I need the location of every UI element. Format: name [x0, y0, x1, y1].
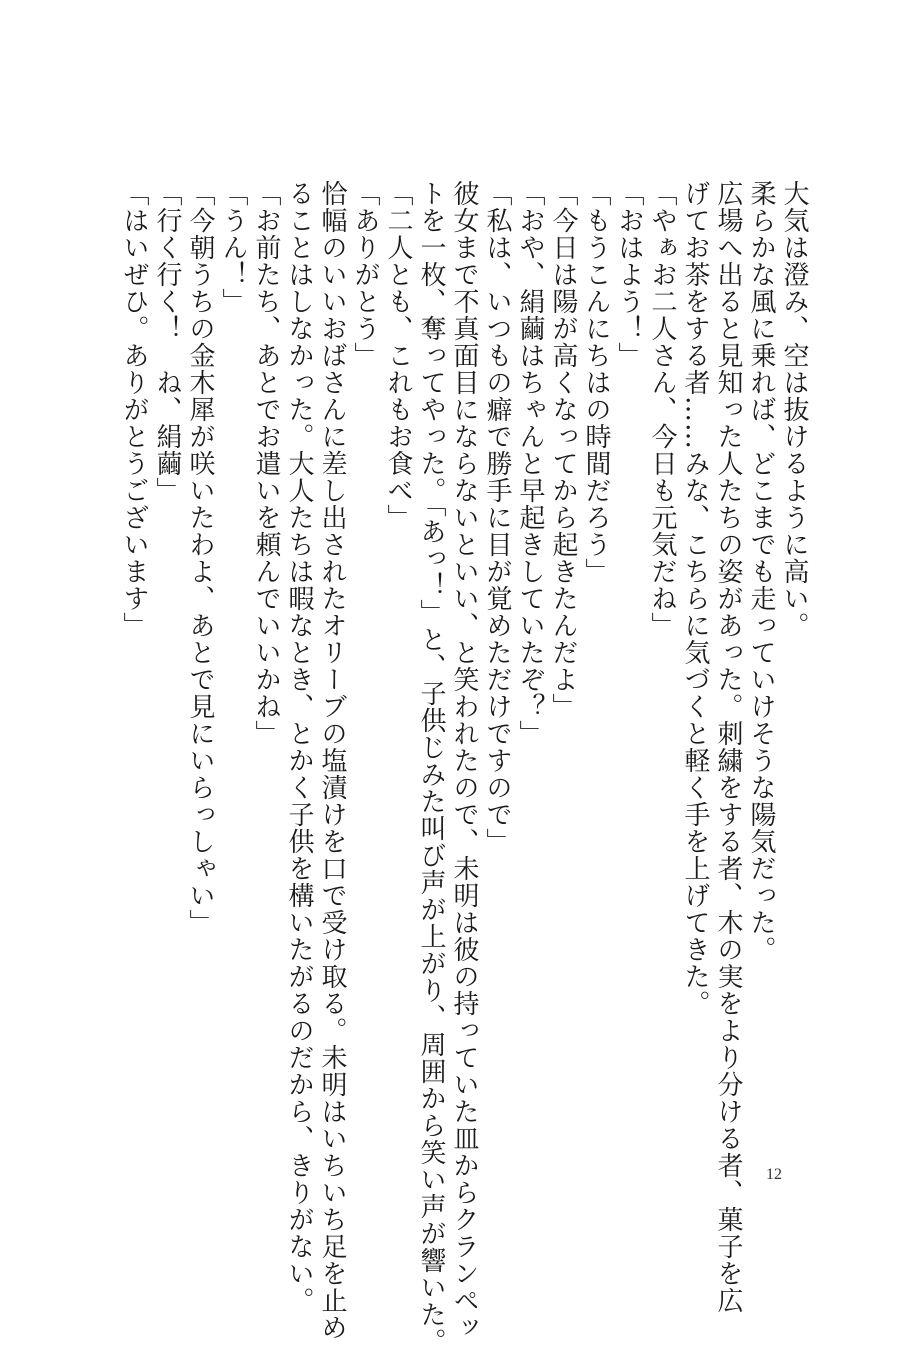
- text-line: 「行く行く！ ね、絹繭」: [152, 180, 182, 504]
- text-line: 「おはよう！」: [614, 180, 644, 369]
- text-line: 「今日は陽が高くなってから起きたんだよ」: [548, 180, 578, 720]
- text-line: 「はいぜひ。ありがとうございます」: [119, 180, 149, 639]
- text-line: 大気は澄み、空は抜けるように高い。: [779, 180, 809, 639]
- text-line: 彼女まで不真面目にならないといい、と笑われたので、未明は彼の持っていた皿からクランペッ: [449, 180, 479, 1341]
- text-line: ることはしなかった。大人たちは暇なとき、とかく子供を構いたがるのだから、きりがない。: [284, 180, 314, 1314]
- page-number: 12: [766, 1166, 782, 1183]
- text-line: 「もうこんにちはの時間だろう」: [581, 180, 611, 585]
- text-line: げてお茶をする者……みな、こちらに気づくと軽く手を上げてきた。: [680, 180, 710, 1017]
- text-line: 「二人とも、これもお食べ」: [383, 180, 413, 531]
- text-line: トを一枚、奪ってやった。「あっ！」と、子供じみた叫び声が上がり、周囲から笑い声が響いた。: [416, 180, 446, 1355]
- text-line: 柔らかな風に乗れば、どこまでも走っていけそうな陽気だった。: [746, 180, 776, 963]
- text-line: 「今朝うちの金木犀が咲いたわよ、あとで見にいらっしゃい」: [185, 180, 215, 936]
- text-line: 「うん！」: [218, 180, 248, 315]
- text-line: 広場へ出ると見知った人たちの姿があった。刺繍をする者、木の実をより分ける者、菓子を広: [713, 180, 743, 1314]
- text-line: 「ありがとう」: [350, 180, 380, 369]
- text-line: 「私は、いつもの癖で勝手に目が覚めただけですので」: [482, 180, 512, 855]
- text-line: 恰幅のいいおばさんに差し出されたオリーブの塩漬けを口で受け取る。未明はいちいち足を止め: [317, 180, 347, 1341]
- text-line: 「お前たち、あとでお遣いを頼んでいいかね」: [251, 180, 281, 747]
- text-line: 「おや、絹繭はちゃんと早起きしていたぞ？」: [515, 180, 545, 747]
- text-line: 「やぁお二人さん、今日も元気だね」: [647, 180, 677, 639]
- vertical-text-body: [117, 180, 810, 1355]
